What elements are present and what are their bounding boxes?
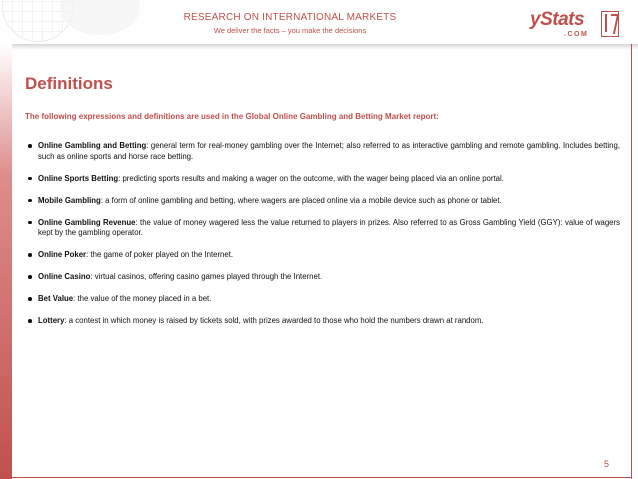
header-title: RESEARCH ON INTERNATIONAL MARKETS bbox=[183, 12, 397, 23]
page-number: 5 bbox=[604, 459, 610, 469]
definition-text: : general term for real-money gambling over the Internet; also referred to as interactive gambling and remote gambling. Includes betting, such as online sports and horse race betting. bbox=[38, 141, 620, 161]
definition-item bbox=[25, 174, 620, 185]
world-map-watermark bbox=[60, 0, 140, 35]
page-header bbox=[0, 0, 638, 44]
definition-item bbox=[25, 141, 620, 162]
intro-text: The following expressions and definitions are used in the Global Online Gambling and Betting Market report: bbox=[25, 112, 439, 121]
definition-term: Online Poker bbox=[38, 250, 87, 259]
definition-term: Online Sports Betting bbox=[38, 173, 119, 183]
definition-term: Online Gambling Revenue bbox=[38, 217, 136, 227]
definition-text: : a contest in which money is raised by tickets sold, with prizes awarded to those who hold the numbers drawn at random. bbox=[64, 316, 484, 325]
definition-text: : predicting sports results and making a wager on the outcome, with the wager being placed via an online portal. bbox=[118, 173, 504, 183]
definition-item bbox=[25, 272, 620, 283]
header-subtitle: We deliver the facts – you make the decisions bbox=[213, 26, 367, 35]
definition-term: Lottery bbox=[38, 316, 65, 325]
ystats-logo bbox=[530, 10, 620, 40]
definition-text: : the value of the money placed in a bet. bbox=[73, 294, 212, 303]
right-frame-line bbox=[631, 44, 632, 479]
definition-item bbox=[25, 250, 620, 261]
definition-term: Online Gambling and Betting bbox=[38, 141, 147, 150]
definition-item bbox=[25, 294, 620, 305]
definition-text: : virtual casinos, offering casino games played through the Internet. bbox=[90, 272, 323, 281]
definition-item bbox=[25, 218, 620, 239]
left-accent-bar bbox=[0, 44, 12, 479]
logo-mark-icon bbox=[601, 11, 619, 37]
definition-text: : the value of money wagered less the value returned to players in prizes. Also referred to as Gross Gambling Yield (GGY): value of wagers kept by the gambling operator. bbox=[38, 217, 621, 237]
definition-item bbox=[25, 316, 620, 327]
definition-term: Mobile Gambling bbox=[38, 195, 101, 205]
definition-term: Bet Value bbox=[38, 294, 74, 303]
logo-domain: .COM bbox=[564, 31, 589, 38]
page-title: Definitions bbox=[25, 74, 113, 93]
definition-text: : a form of online gambling and betting, where wagers are placed online via a mobile device such as phone or tablet. bbox=[100, 195, 502, 205]
logo-wordmark: yStats bbox=[530, 9, 585, 30]
definition-text: : the game of poker played on the Internet. bbox=[86, 250, 234, 259]
definition-term: Online Casino bbox=[38, 272, 91, 281]
bottom-frame-line bbox=[12, 477, 632, 478]
definitions-list bbox=[25, 141, 620, 338]
header-divider bbox=[0, 44, 638, 50]
definition-item bbox=[25, 196, 620, 207]
